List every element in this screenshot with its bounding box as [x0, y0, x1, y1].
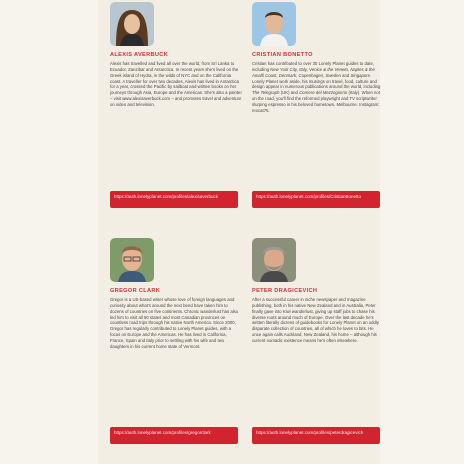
bio-text: (Italy). When not on the road, you'll find the reformed playwright and TV scriptwriter slurping espresso in his beloved hometown, Melbourne. Instagram: rexcat75. — [252, 90, 381, 113]
author-bio — [252, 61, 384, 114]
author-card-peter — [252, 238, 384, 344]
author-profile-link[interactable]: https://auth.lonelyplanet.com/profiles/alexisaverbuck — [110, 191, 238, 208]
bio-text: (UK) and — [279, 90, 300, 96]
bio-italic-title: Corriere del Mezzogiorno — [299, 90, 348, 96]
bio-text: and — [340, 72, 351, 78]
author-photo-image — [110, 238, 154, 282]
author-profile-link[interactable]: https://auth.lonelyplanet.com/profiles/gregorclark — [110, 427, 238, 444]
bio-italic-titles: New York City, Italy, Venice & the Veneto, Naples & the Amalfi Coast, Denmark, Copenhagen, Sweden — [252, 66, 375, 78]
bio-italic-title: Singapore — [350, 72, 371, 78]
author-photo-image — [110, 2, 154, 46]
author-bio: Gregor is a US-based writer whose love of foreign languages and curiosity about what's around the next bend have taken him to dozens of countries on five continents. Chronic wanderlust has also led him to visit all 50 states and most Canadian provinces on countless road trips through his native North America. Since 2000, Gregor has regularly contributed to Lonely Planet guides, with a focus on Europe and the Americas. He has lived in California, France, Spain and Italy prior to settling with his wife and two daughters in his current home state of Vermont. — [110, 297, 239, 349]
author-name: ALEXIS AVERBUCK — [110, 52, 169, 58]
author-profile-link[interactable]: https://auth.lonelyplanet.com/profiles/CristianBonetto — [252, 191, 380, 208]
author-name: GREGOR CLARK — [110, 288, 161, 294]
author-photo — [252, 2, 296, 46]
author-photo — [252, 238, 296, 282]
author-name: PETER DRAGICEVICH — [252, 288, 318, 294]
author-bio: Alexis has travelled and lived all over the world, from Sri Lanka to Ecuador, Zanzibar and Antarctica. In recent years she's lived on the Greek island of Hydra, in the wilds of NYC and on the California coast. A traveller for over two decades, Alexis has lived in Antarctica for a year, crossed the Pacific by sailboat and written books on her journeys through Asia, Europe and the Americas. She's also a painter – visit www.alexisaverbuck.com – and promotes travel and adventure on video and television. — [110, 61, 242, 107]
author-card-cristian — [252, 2, 384, 114]
author-card-alexis — [110, 2, 242, 108]
author-bio — [252, 297, 384, 344]
author-photo-image — [252, 2, 296, 46]
bio-text: After a successful career in niche newspaper and magazine publishing, both in his native New Zealand and in Australia, Peter finally gave into — [252, 297, 376, 314]
author-photo — [110, 2, 154, 46]
author-photo-image — [252, 238, 296, 282]
bio-text: . Lonely Planet work aside, his musings on travel, food, culture and design appear in numerous publications around the world, including — [252, 72, 381, 90]
bio-text: Cristian has contributed to over 30 Lonely Planet guides to date, including — [252, 61, 375, 72]
author-card-gregor — [110, 238, 242, 350]
bio-text: wanderlust, giving up staff jobs to chase his diverse roots around much of Europe. Over the last decade he's written literally dozens of guidebooks for Lonely Planet on an oddly disparate collection of countries, all of which he loves to bits. He once again calls Auckland, New Zealand, his home – although his current nomadic existence means he's often elsewhere. — [252, 308, 380, 343]
bio-italic-word: Kiwi — [282, 308, 291, 314]
bio-italic-title: The Telegraph — [252, 90, 280, 96]
author-photo — [110, 238, 154, 282]
author-profile-link[interactable]: https://auth.lonelyplanet.com/profiles/peterdragicevich — [252, 427, 380, 444]
author-name: CRISTIAN BONETTO — [252, 52, 313, 58]
